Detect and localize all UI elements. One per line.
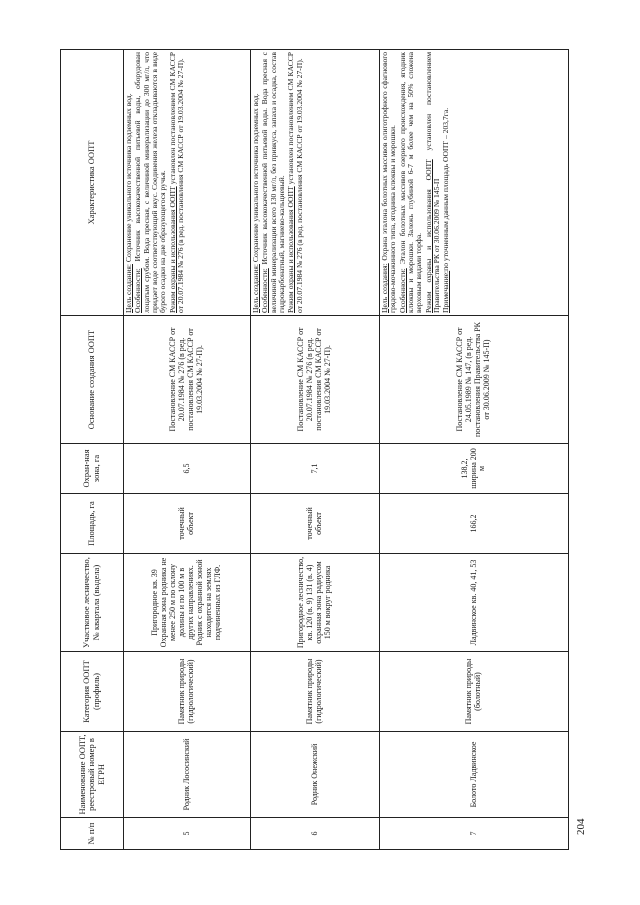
regime-label: Режим охраны и использования ООПТ [423,159,433,313]
area-size: точечный объект [251,494,380,554]
features-label: Особенности: [397,268,407,313]
area-name: Родник Лососинский [124,732,251,818]
regime-text: установлен постановлением СМ КАССР от 20.07.1984 № 276 (в ред. постановления СМ КАССР от 19.03.2004 № 27-П). [167,52,186,313]
forestry-quarter: Ладвинское кв. 40, 41, 53 [380,554,569,652]
features-label: Особенности: [260,268,270,313]
note-paragraph [442,52,450,313]
col-header-basis: Основание создания ООПТ [61,316,124,444]
area-name: Родник Онежский [251,732,380,818]
goal-label: Цель создания: [380,263,389,313]
row-number: 5 [124,818,251,850]
regime-label: Режим охраны и использования ООПТ [286,186,296,313]
area-name: Болото Ладвинское [380,732,569,818]
table-container [60,50,560,850]
table-row [124,50,251,850]
goal-paragraph [252,52,260,313]
buffer-zone: 6,5 [124,444,251,494]
goal-paragraph [381,52,398,313]
page-number: 204 [575,818,587,835]
note-label: Примечание: [441,270,451,313]
col-header-description: Характеристика ООПТ [61,50,124,316]
col-header-buffer: Охран-ная зона, га [61,444,124,494]
area-category: Памятник природы (болотный) [380,652,569,732]
protected-areas-table [60,49,569,850]
buffer-zone: 7,1 [251,444,380,494]
table-row [251,50,380,850]
table-header-row [61,50,124,850]
row-number: 7 [380,818,569,850]
goal-text: Охрана эталона болотных массивов олиготрофного сфагнового грядово-мочажинного типа, ягодника клюквы и морошки. [380,51,398,313]
features-text: Источник высококачественной питьевой воды. Вода пресная с величиной минерализации всего 130 мг/л, без привкуса, запаха и осадка, состав гидрокарбонатный, магниево-кальциевый. [260,52,287,313]
forestry-quarter: Пригородное кв. 39 Охранная зона родника не менее 250 м по склону долины и по 100 м в других направлениях. Родник с охранной зоной находится на землях подчиненных из ГЛФ. [124,554,251,652]
features-label: Особенности: [133,268,143,313]
area-category: Памятник природы (гидрологический) [124,652,251,732]
col-header-area: Площадь, га [61,494,124,554]
goal-label: Цель создания: [251,264,260,313]
goal-text: Сохранение уникального источника подземных вод. [124,93,133,263]
features-paragraph [134,52,167,313]
regime-label: Режим охраны и использования ООПТ [167,186,177,313]
col-header-number: № п/п [61,818,124,850]
area-description [380,50,569,316]
features-paragraph [399,52,424,313]
row-number: 6 [251,818,380,850]
area-size: точечный объект [124,494,251,554]
features-paragraph [261,52,286,313]
col-header-name: Наименование ООПТ, реестровый номер в ЕГРН [61,732,124,818]
col-header-forestry: Участковое лесничество, № квартала (выдела) [61,554,124,652]
col-header-category: Категория ООПТ (профиль) [61,652,124,732]
creation-basis: Постановление СМ КАССР от 24.05.1989 № 147, (в ред. постановления Правительства РК от 30.06.2009 № 145-П) [380,316,569,444]
area-description [251,50,380,316]
area-category: Памятник природы (гидрологический) [251,652,380,732]
features-text: Источник высококачественной питьевой воды, оборудован лоцатым срубом. Вода пресная, с величиной минерализации до 300 мг/л, что придает воде соответствующий вкус. Соединения железа откладываются в виде бурого осадки на дне образующегося ручья. [133,52,168,313]
goal-paragraph [125,52,133,313]
goal-label: Цель создания: [124,264,133,313]
area-size: 166,2 [380,494,569,554]
regime-text: установлен постановлением СМ КАССР от 20.07.1984 № 276 (в ред. постановления СМ КАССР от 19.03.2004 № 27-П). [286,52,304,313]
creation-basis: Постановление СМ КАССР от 20.07.1984 № 276 (в ред. постановления СМ КАССР от 19.03.2004 № 27-П). [124,316,251,444]
forestry-quarter: Пригородное лесничество, кв. 120 (в. 9) 131 (в. 4) охранная зона радиусом 150 м вокруг родника [251,554,380,652]
buffer-zone: 138,2, ширина 200 м [380,444,569,494]
creation-basis: Постановление СМ КАССР от 20.07.1984 № 276 (в ред. постановления СМ КАССР от 19.03.2004 № 27-П). [251,316,380,444]
note-text: по уточненным данным площадь ООПТ – 203,7га. [441,107,451,271]
regime-paragraph [287,52,304,313]
table-row [380,50,569,850]
area-description [124,50,251,316]
regime-text: установлен постановлением Правительства РК от 30.06.2009 № 145-П [423,51,442,313]
features-text: Эталон болотных массивов озерного происхождения, ягодник клюквы и морошки. Залежь глубиной 6-7 м более чем на 50% сложена верховым видами торфа. [397,52,424,313]
regime-paragraph [169,52,186,313]
regime-paragraph [425,52,442,313]
goal-text: Сохранение уникального источника подземных вод. [251,93,260,263]
